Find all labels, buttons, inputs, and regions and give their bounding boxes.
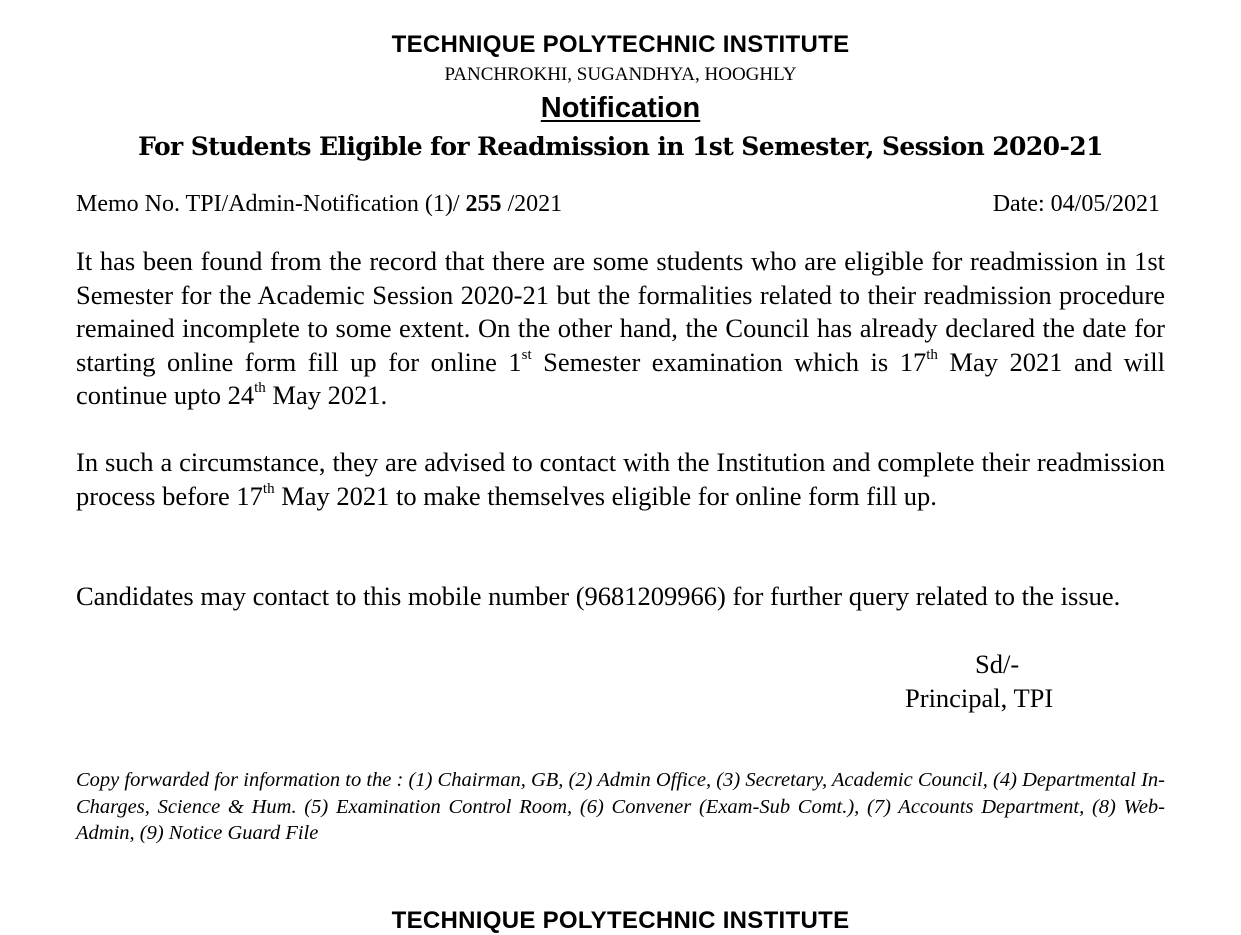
p1-text-1: It has been found from the record that there are some students who are eligible for readmission in 1st Semester for the Academic Session 2020-21 but the formalities related to their readmission procedure remained incomplete to some extent. On the other hand, the Council has already declared the date for starting online form fill up for online 1 xyxy=(76,246,1165,377)
next-page-header: TECHNIQUE POLYTECHNIC INSTITUTE xyxy=(391,907,850,934)
p1-text-4: May 2021. xyxy=(265,380,388,410)
memo-number xyxy=(76,189,562,219)
p1-sup-1: st xyxy=(521,346,532,363)
institute-address: PANCHROKHI, SUGANDHYA, HOOGHLY xyxy=(444,64,797,85)
notification-title: Notification xyxy=(540,92,701,124)
signature-sd: Sd/- xyxy=(975,649,1020,679)
p2-sup-1: th xyxy=(262,480,275,497)
p1-text-3: May 2021 and will continue upto 24 xyxy=(76,346,1166,410)
paragraph-1 xyxy=(76,245,1165,413)
paragraph-2 xyxy=(76,446,1165,513)
notification-subtitle: For Students Eligible for Readmission in 1st Semester, Session 2020-21 xyxy=(138,132,1103,161)
p1-sup-2: th xyxy=(926,346,938,363)
memo-date: Date: 04/05/2021 xyxy=(992,191,1160,217)
copy-forwarded: Copy forwarded for information to the : (1) Chairman, GB, (2) Admin Office, (3) Secretary, Academic Council, (4) Departmental In-Charges, Science & Hum. (5) Examination Control Room, (6) Convener (Exam-Sub Comt.), (7) Accounts Department, (8) Web-Admin, (9) Notice Guard File xyxy=(76,769,1165,844)
p2-text-2: May 2021 to make themselves eligible for online form fill up. xyxy=(274,480,937,511)
p2-text-1: In such a circumstance, they are advised to contact with the Institution and complete their readmission process before 17 xyxy=(76,447,1165,511)
p1-text-2: Semester examination which is 17 xyxy=(531,346,927,377)
memo-number-value: 255 xyxy=(465,191,502,217)
paragraph-3: Candidates may contact to this mobile number (9681209966) for further query related to the issue. xyxy=(76,581,1121,611)
memo-suffix: /2021 xyxy=(501,191,563,217)
memo-prefix: Memo No. TPI/Admin-Notification (1)/ xyxy=(76,191,466,217)
p1-sup-3: th xyxy=(254,380,266,396)
institute-name: TECHNIQUE POLYTECHNIC INSTITUTE xyxy=(391,31,850,58)
signature-designation: Principal, TPI xyxy=(905,683,1054,713)
